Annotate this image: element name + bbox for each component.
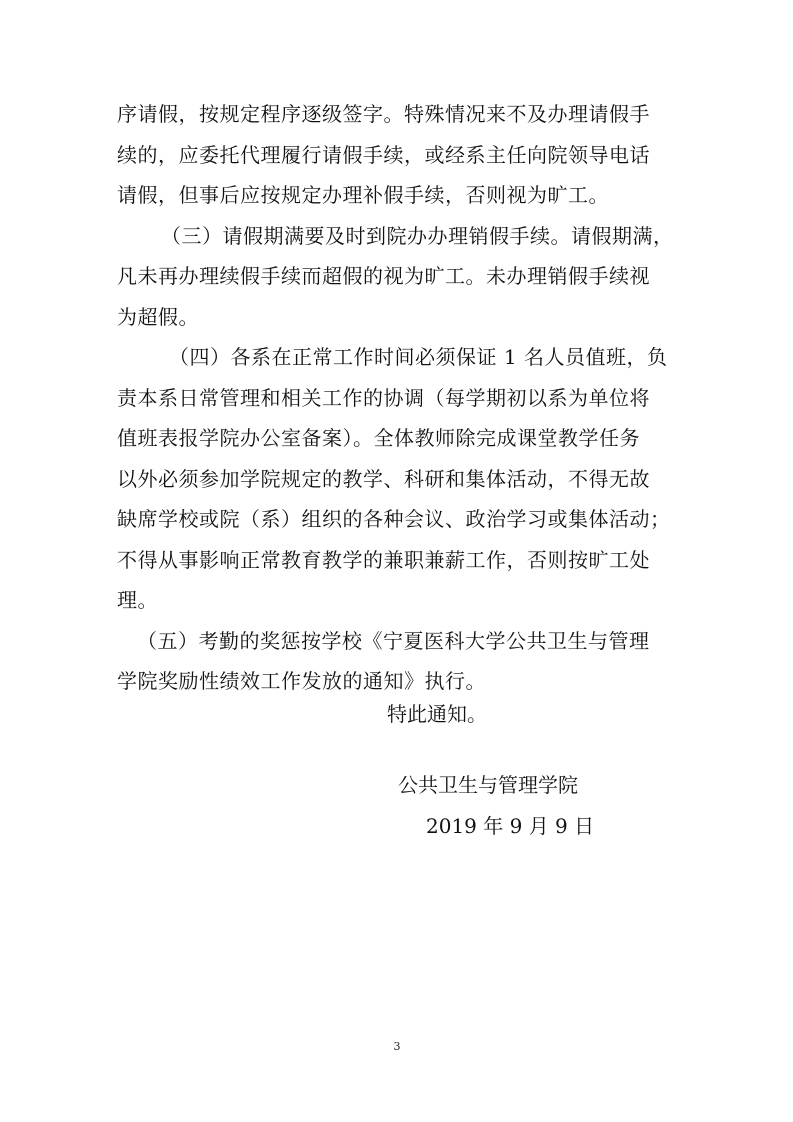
text-line: 凡未再办理续假手续而超假的视为旷工。未办理销假手续视 bbox=[117, 264, 650, 288]
text-line: 不得从事影响正常教育教学的兼职兼薪工作，否则按旷工处 bbox=[117, 547, 650, 572]
text-line: 学院奖励性绩效工作发放的通知》执行。 bbox=[117, 669, 486, 693]
text-line: 请假，但事后应按规定办理补假手续，否则视为旷工。 bbox=[117, 183, 609, 207]
signature-date: 2019 年 9 月 9 日 bbox=[426, 814, 595, 838]
paragraph-item-4 bbox=[117, 337, 677, 621]
text-line: 理。 bbox=[117, 588, 158, 612]
text-line: （五）考勤的奖惩按学校《宁夏医科大学公共卫生与管理 bbox=[137, 628, 650, 653]
text-line: 缺席学校或院（系）组织的各种会议、政治学习或集体活动； bbox=[117, 507, 671, 531]
text-line: 为超假。 bbox=[117, 304, 199, 329]
paragraph-item-5 bbox=[117, 621, 677, 702]
text-line: 责本系日常管理和相关工作的协调（每学期初以系为单位将 bbox=[117, 385, 650, 410]
text-line: （三）请假期满要及时到院办办理销假手续。请假期满， bbox=[161, 223, 674, 248]
paragraph-item-3 bbox=[117, 216, 677, 338]
text-line: 值班表报学院办公室备案）。全体教师除完成课堂教学任务 bbox=[117, 426, 640, 450]
text-line: 序请假，按规定程序逐级签字。特殊情况来不及办理请假手 bbox=[117, 102, 650, 126]
paragraph-leave-procedure bbox=[117, 94, 677, 216]
document-body bbox=[117, 94, 677, 702]
page-number: 3 bbox=[393, 1040, 401, 1053]
text-line: （四）各系在正常工作时间必须保证 1 名人员值班，负 bbox=[169, 345, 668, 369]
text-line: 续的，应委托代理履行请假手续，或经系主任向院领导电话 bbox=[117, 142, 650, 167]
closing-notice: 特此通知。 bbox=[387, 702, 487, 726]
text-line: 以外必须参加学院规定的教学、科研和集体活动，不得无故 bbox=[117, 466, 650, 491]
signature-organization: 公共卫生与管理学院 bbox=[398, 773, 578, 797]
